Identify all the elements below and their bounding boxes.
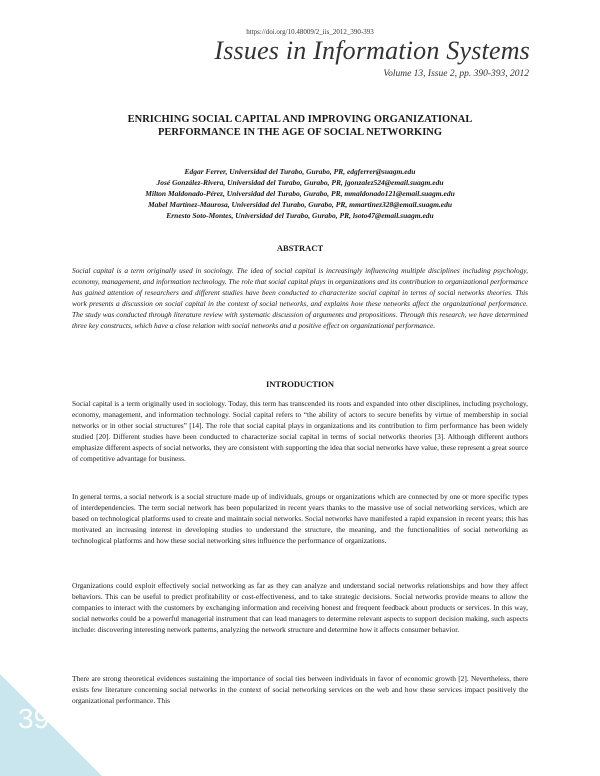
- paragraph: There are strong theoretical evidences sustaining the importance of social ties between individuals in favor of economic growth [2]. Nevertheless, there exists few literature concerning social networks in the context of social networking services on the web and how these services impact positively the organizational performance. This: [72, 674, 528, 705]
- introduction-heading: INTRODUCTION: [265, 379, 334, 389]
- paragraph: In general terms, a social network is a social structure made up of individuals, groups or organizations which are connected by one or more specific types of interdependencies. The term social network has been popularized in recent years thanks to the massive use of social networking services, which are based on technological platforms used to create and maintain social networks. Social networks have manifested a rapid expansion in recent years; this has motivated an increasing interest in developing studies to understand the structure, the meaning, and the functionalities of social networking as technological platforms and how these social networking sites influence the performance of organizations.: [72, 492, 528, 545]
- author-line: Edgar Ferrer, Universidad del Turabo, Gurabo, PR, edgferrer@suagm.edu: [184, 167, 416, 176]
- author-line: Mabel Martínez-Maurosa, Universidad del Turabo, Gurabo, PR, mmartinez328@email.suagm.edu: [147, 200, 453, 209]
- doi-link[interactable]: https://doi.org/10.48009/2_iis_2012_390-393: [246, 28, 374, 36]
- title-line: PERFORMANCE IN THE AGE OF SOCIAL NETWORKING: [157, 127, 443, 138]
- page-number: 390: [18, 703, 65, 734]
- paper-title: [72, 113, 528, 139]
- author-line: Milton Maldonado-Pérez, Universidad del Turabo, Gurabo, PR, mmaldonado121@email.suagm.edu: [145, 189, 455, 198]
- author-list: [72, 166, 528, 221]
- author-line: José González-Rivera, Universidad del Turabo, Gurabo, PR, jgonzalez524@email.suagm.edu: [156, 178, 444, 187]
- paragraph: Organizations could exploit effectively social networking as far as they can analyze and understand social networks relationships and how they affect behaviors. This can be useful to predict profitability or cost-effectiveness, and to take strategic decisions. Social networks provide means to allow the companies to interact with the customers by exchanging information and receiving honest and frequent feedback about products or services. In this way, social networks could be a powerful managerial instrument that can lead managers to determine relevant aspects to support decision making, such aspects include: discovering interesting network patterns, analyzing the network structure and determine how it affects consumer behavior.: [72, 581, 528, 634]
- abstract-text: Social capital is a term originally used in sociology. The idea of social capital is increasingly influencing multiple disciplines including psychology, economy, management, and information technology. The role that social capital plays in organizations and its contribution to organizational performance has gained attention of researchers and different studies have been conducted to characterize social capital in terms of social networks theories. This work presents a discussion on social capital in the context of social networks, and explains how these networks affect the organizational performance. The study was conducted through literature review with systematic discussion of arguments and propositions. Through this research, we have determined three key constructs, which have a close relation with social networks and a positive effect on organizational performance.: [72, 266, 528, 330]
- paragraph: Social capital is a term originally used in sociology. Today, this term has transcended its roots and expanded into other disciplines, including psychology, economy, management, and information technology. Social capital refers to “the ability of actors to secure benefits by virtue of membership in social networks or in other social structures” [14]. The role that social capital plays in organizations and its contribution to firm performance has been widely studied [20]. Different studies have been conducted to characterize social capital in terms of social networks theories [3]. Although different authors emphasize different aspects of social networks, they are consistent with supporting the idea that social networks have value, these represent a great source of competitive advantage for business.: [72, 399, 528, 463]
- author-line: Ernesto Soto-Montes, Universidad del Turabo, Gurabo, PR, lsoto47@email.suagm.edu: [166, 211, 434, 220]
- volume-info: Volume 13, Issue 2, pp. 390-393, 2012: [383, 69, 529, 79]
- title-line: ENRICHING SOCIAL CAPITAL AND IMPROVING ORGANIZATIONAL: [127, 114, 473, 125]
- journal-title: Issues in Information Systems: [214, 36, 530, 65]
- abstract-heading: ABSTRACT: [276, 243, 324, 253]
